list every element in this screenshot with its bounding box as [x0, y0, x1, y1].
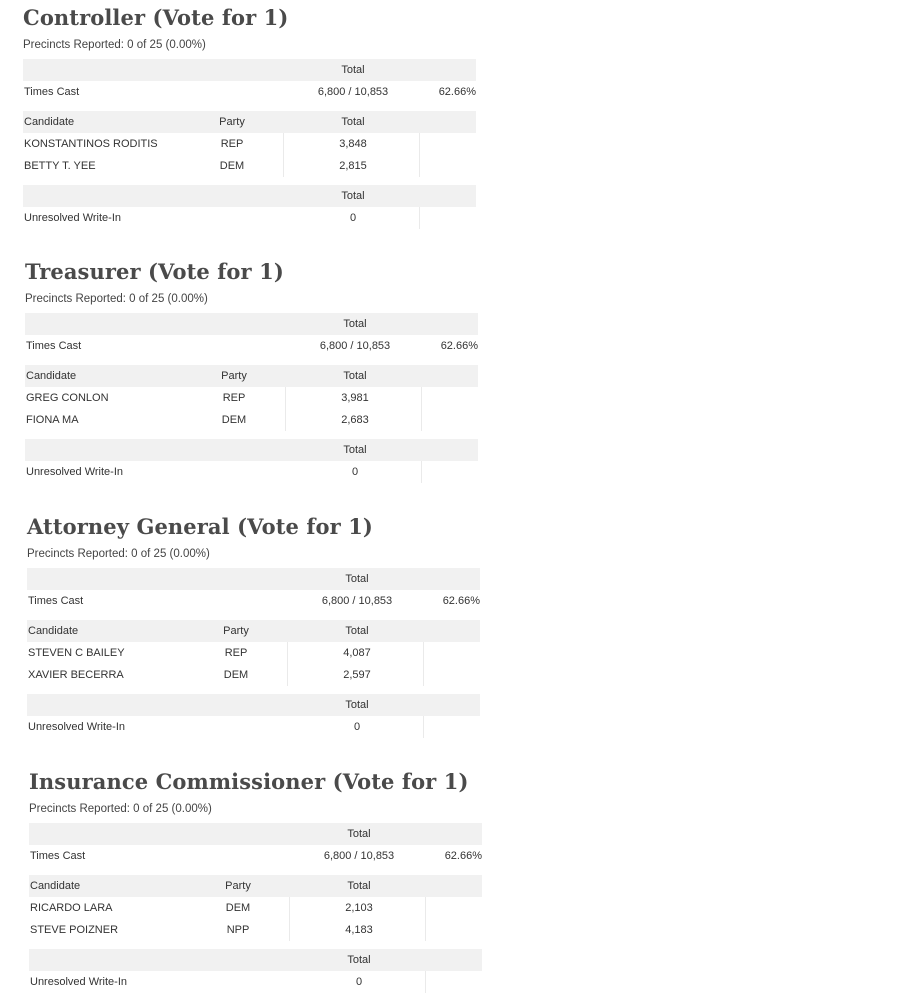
unresolved-label: Unresolved Write-In [30, 976, 127, 988]
times-cast-percent: 62.66% [440, 340, 478, 352]
candidate-party: REP [183, 387, 286, 409]
party-header: Party [223, 625, 249, 637]
unresolved-header-row [25, 439, 478, 461]
unresolved-label: Unresolved Write-In [26, 466, 123, 478]
results-table [25, 313, 478, 483]
times-cast-value: 6,800 / 10,853 [321, 595, 393, 607]
candidate-total: 3,981 [289, 387, 422, 409]
unresolved-row [29, 971, 482, 993]
candidate-party: DEM [183, 409, 286, 431]
candidate-name: BETTY T. YEE [24, 160, 96, 172]
results-table [23, 59, 476, 229]
party-header: Party [221, 370, 247, 382]
candidate-header: Candidate [24, 116, 75, 128]
total-header: Total [341, 116, 365, 128]
candidate-party: DEM [185, 664, 288, 686]
total-header: Total [341, 190, 365, 202]
race-title: Treasurer (Vote for 1) [25, 259, 284, 284]
race-section [29, 769, 489, 993]
candidate-row [25, 387, 478, 409]
times-cast-label: Times Cast [28, 595, 84, 607]
race-section [25, 259, 485, 483]
candidate-row [23, 133, 476, 155]
unresolved-total: 0 [287, 207, 420, 229]
candidate-header-row [27, 620, 480, 642]
times-cast-header-row [23, 59, 476, 81]
candidate-name: FIONA MA [26, 414, 79, 426]
candidate-party: DEM [187, 897, 290, 919]
candidate-row [29, 919, 482, 941]
candidate-total: 2,683 [289, 409, 422, 431]
times-cast-percent: 62.66% [438, 86, 476, 98]
candidate-total: 4,087 [291, 642, 424, 664]
total-header: Total [343, 370, 367, 382]
candidate-party: DEM [181, 155, 284, 177]
times-cast-label: Times Cast [26, 340, 82, 352]
candidate-party: REP [181, 133, 284, 155]
candidate-total: 3,848 [287, 133, 420, 155]
times-cast-row [29, 845, 482, 867]
precincts-reported: Precincts Reported: 0 of 25 (0.00%) [25, 293, 208, 305]
times-cast-percent: 62.66% [442, 595, 480, 607]
total-header: Total [345, 625, 369, 637]
candidate-header: Candidate [26, 370, 77, 382]
total-header: Total [347, 954, 371, 966]
candidate-name: XAVIER BECERRA [28, 669, 124, 681]
race-title: Controller (Vote for 1) [23, 5, 289, 30]
candidate-total: 2,815 [287, 155, 420, 177]
candidate-party: REP [185, 642, 288, 664]
candidate-name: STEVEN C BAILEY [28, 647, 125, 659]
times-cast-label: Times Cast [30, 850, 86, 862]
candidate-header-row [23, 111, 476, 133]
unresolved-row [27, 716, 480, 738]
candidate-name: STEVE POIZNER [30, 924, 119, 936]
unresolved-header-row [23, 185, 476, 207]
candidate-header: Candidate [28, 625, 79, 637]
unresolved-label: Unresolved Write-In [24, 212, 121, 224]
precincts-reported: Precincts Reported: 0 of 25 (0.00%) [29, 803, 212, 815]
total-header: Total [343, 444, 367, 456]
party-header: Party [225, 880, 251, 892]
unresolved-total: 0 [291, 716, 424, 738]
unresolved-row [23, 207, 476, 229]
total-header: Total [345, 699, 369, 711]
times-cast-value: 6,800 / 10,853 [317, 86, 389, 98]
times-cast-percent: 62.66% [444, 850, 482, 862]
total-header: Total [345, 573, 369, 585]
candidate-row [27, 642, 480, 664]
results-table [27, 568, 480, 738]
candidate-row [27, 664, 480, 686]
candidate-total: 4,183 [293, 919, 426, 941]
candidate-party: NPP [187, 919, 290, 941]
times-cast-row [25, 335, 478, 357]
unresolved-row [25, 461, 478, 483]
unresolved-header-row [29, 949, 482, 971]
unresolved-total: 0 [293, 971, 426, 993]
candidate-header-row [25, 365, 478, 387]
times-cast-header-row [25, 313, 478, 335]
candidate-row [25, 409, 478, 431]
results-table [29, 823, 482, 993]
unresolved-header-row [27, 694, 480, 716]
candidate-row [29, 897, 482, 919]
candidate-name: RICARDO LARA [30, 902, 113, 914]
party-header: Party [219, 116, 245, 128]
candidate-name: KONSTANTINOS RODITIS [24, 138, 158, 150]
candidate-total: 2,103 [293, 897, 426, 919]
times-cast-header-row [29, 823, 482, 845]
total-header: Total [347, 880, 371, 892]
candidate-total: 2,597 [291, 664, 424, 686]
times-cast-row [27, 590, 480, 612]
precincts-reported: Precincts Reported: 0 of 25 (0.00%) [23, 39, 206, 51]
candidate-name: GREG CONLON [26, 392, 109, 404]
precincts-reported: Precincts Reported: 0 of 25 (0.00%) [27, 548, 210, 560]
total-header: Total [343, 318, 367, 330]
unresolved-total: 0 [289, 461, 422, 483]
race-title: Insurance Commissioner (Vote for 1) [29, 769, 469, 794]
times-cast-value: 6,800 / 10,853 [323, 850, 395, 862]
times-cast-row [23, 81, 476, 103]
times-cast-label: Times Cast [24, 86, 80, 98]
unresolved-label: Unresolved Write-In [28, 721, 125, 733]
candidate-header-row [29, 875, 482, 897]
race-section [27, 514, 487, 738]
times-cast-header-row [27, 568, 480, 590]
total-header: Total [341, 64, 365, 76]
race-title: Attorney General (Vote for 1) [27, 514, 373, 539]
candidate-header: Candidate [30, 880, 81, 892]
total-header: Total [347, 828, 371, 840]
candidate-row [23, 155, 476, 177]
race-section [23, 5, 483, 229]
times-cast-value: 6,800 / 10,853 [319, 340, 391, 352]
